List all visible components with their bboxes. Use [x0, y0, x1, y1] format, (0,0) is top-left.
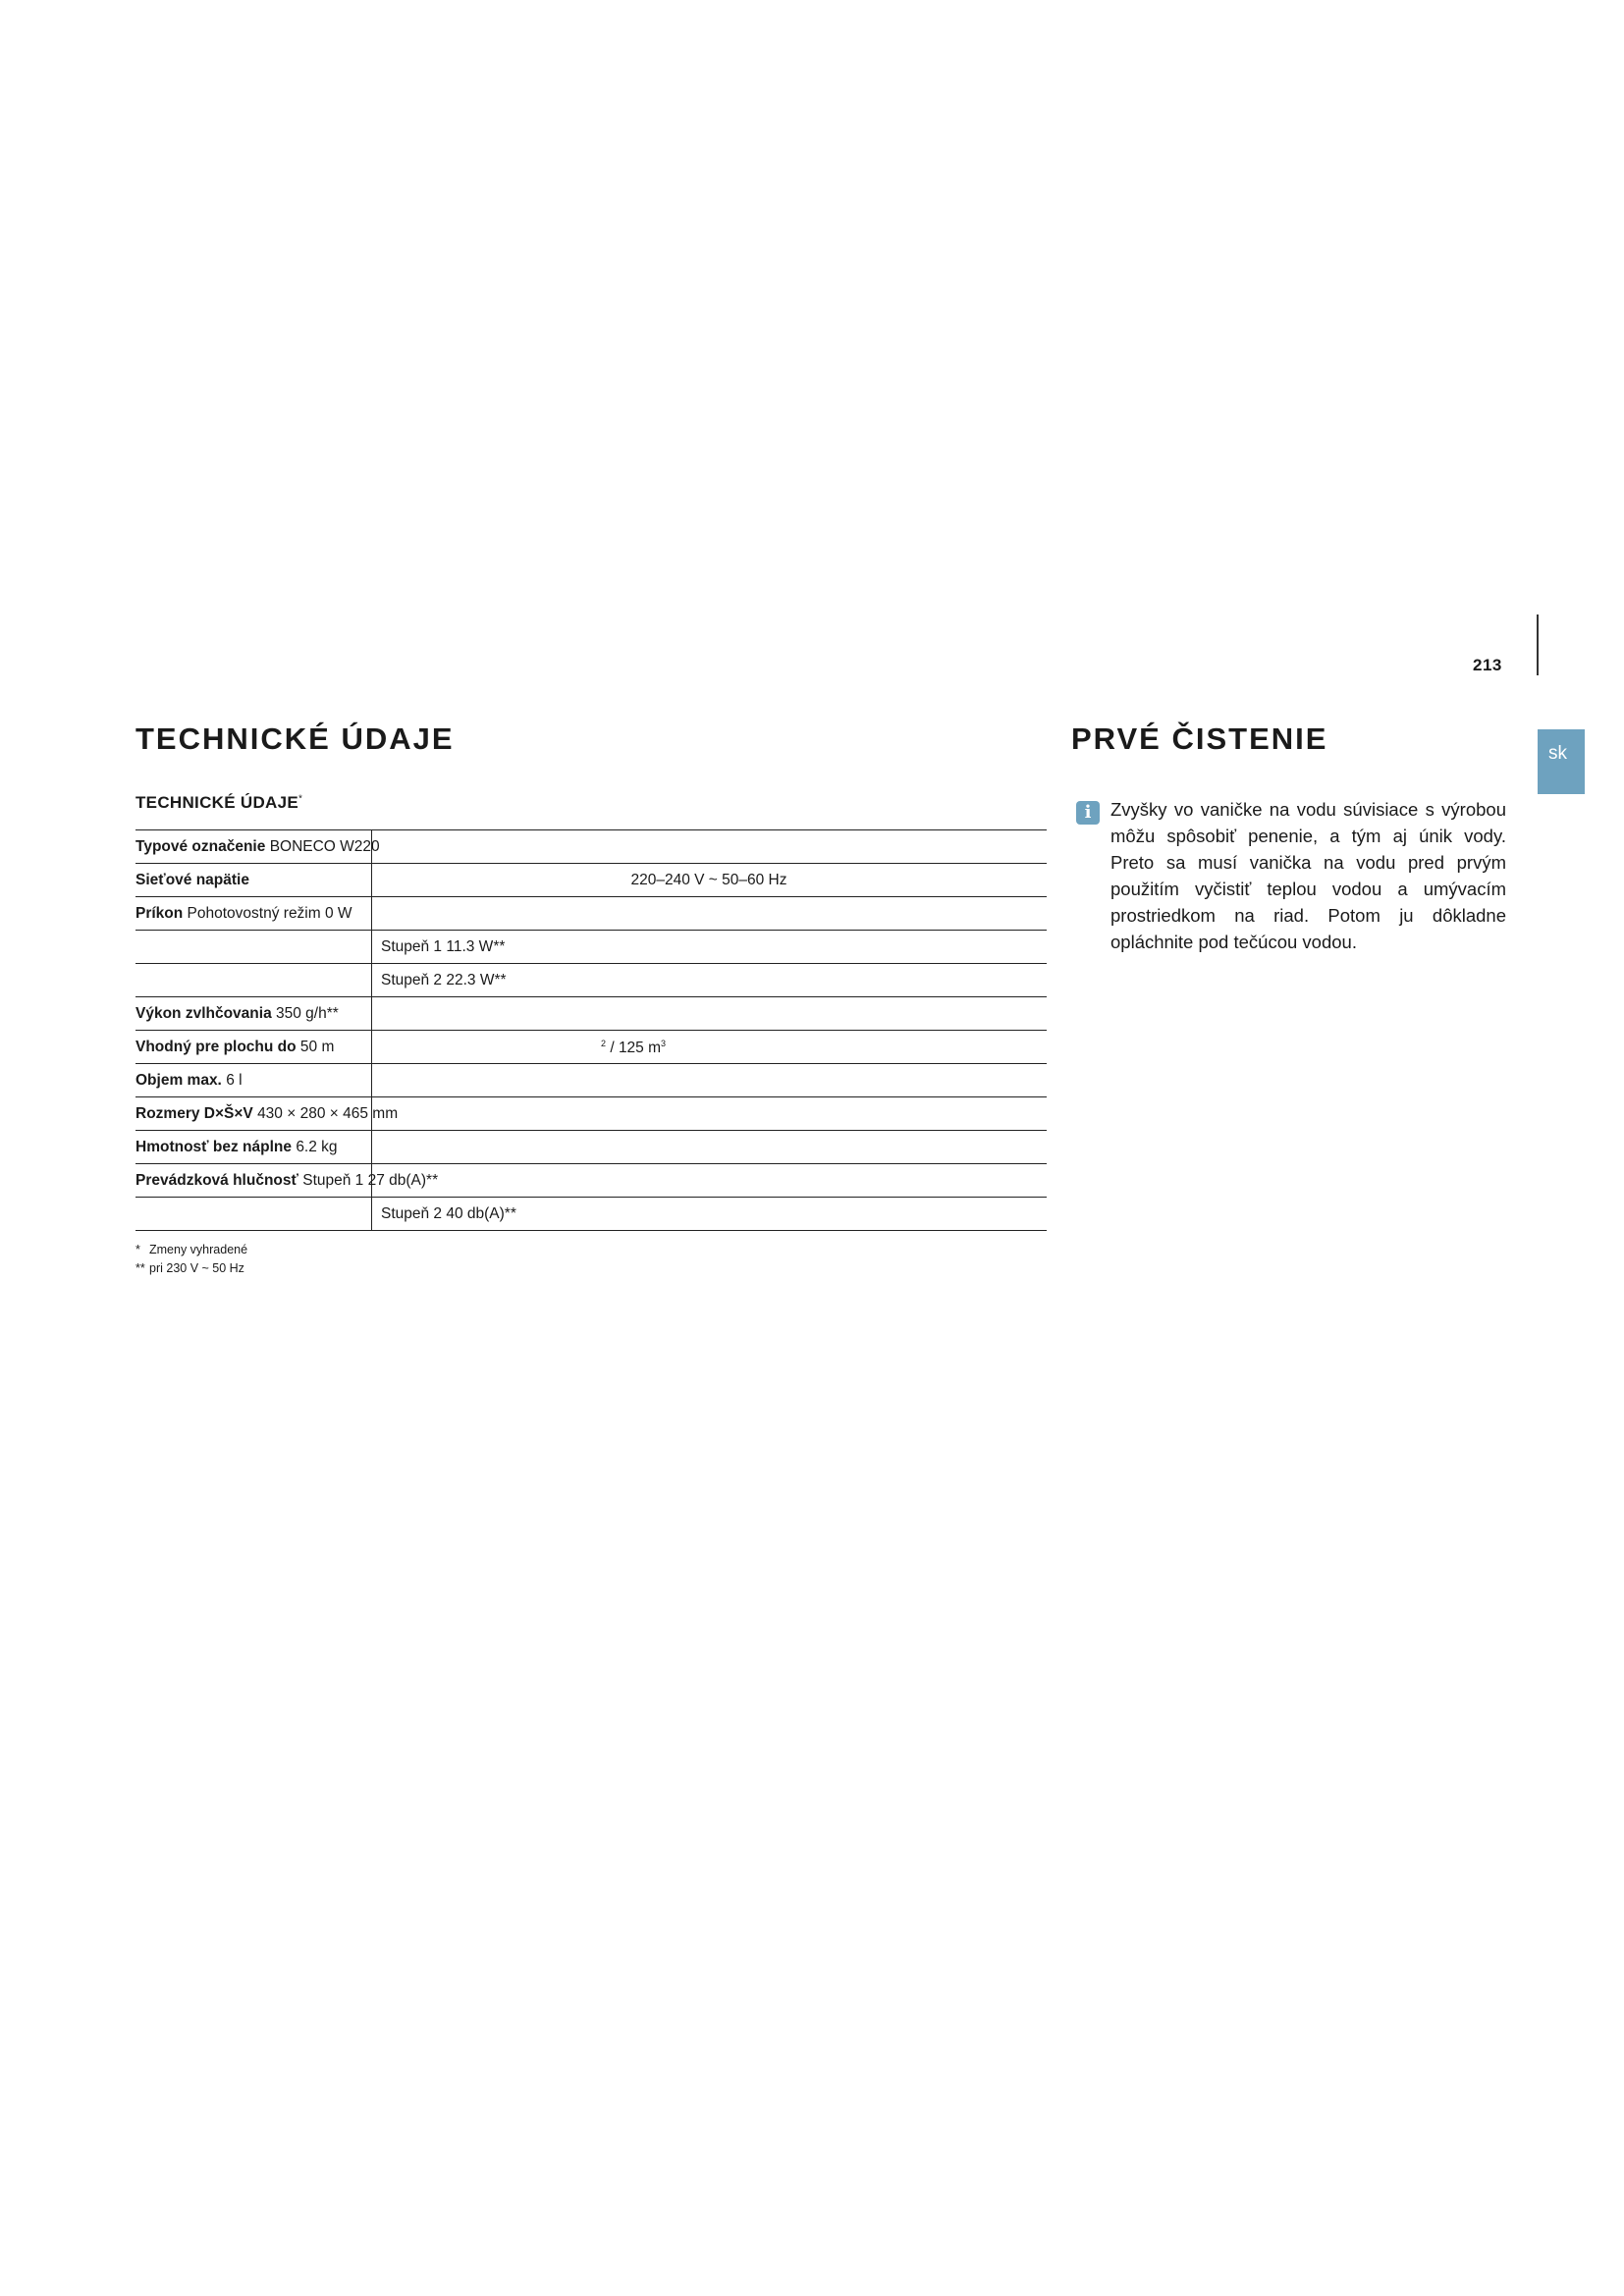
spec-value: 430 × 280 × 465 mm — [257, 1105, 399, 1122]
column-divider — [371, 1131, 372, 1163]
table-row — [135, 863, 1047, 896]
footnote-text: pri 230 V ~ 50 Hz — [149, 1261, 244, 1275]
spec-cell — [135, 1105, 398, 1123]
footnote-text: Zmeny vyhradené — [149, 1243, 248, 1256]
column-divider — [371, 897, 372, 930]
table-row — [135, 1096, 1047, 1130]
spec-cell — [135, 1005, 339, 1023]
spec-label: Typové označenie — [135, 838, 266, 855]
table-row — [135, 1163, 1047, 1197]
column-divider — [371, 1064, 372, 1096]
spec-value: Stupeň 2 40 db(A)** — [381, 1205, 516, 1222]
spec-value-continuation — [601, 1039, 666, 1057]
first-cleaning-heading: PRVÉ ČISTENIE — [1071, 721, 1328, 756]
footnote-mark: ** — [135, 1261, 145, 1275]
superscript: 3 — [661, 1039, 667, 1048]
spec-value: Pohotovostný režim 0 W — [187, 905, 352, 922]
spec-label: Výkon zvlhčovania — [135, 1005, 272, 1022]
table-row — [135, 996, 1047, 1030]
spec-value: Stupeň 1 27 db(A)** — [302, 1172, 439, 1189]
spec-value: BONECO W220 — [269, 838, 380, 855]
subheading-footnote-mark: * — [298, 793, 303, 805]
spec-value: Stupeň 2 22.3 W** — [381, 972, 507, 988]
spec-table — [135, 829, 1047, 1231]
spec-value: 350 g/h** — [276, 1005, 339, 1022]
column-divider — [371, 931, 372, 963]
spec-cell — [135, 1039, 334, 1056]
spec-label: Vhodný pre plochu do — [135, 1039, 297, 1055]
table-row — [135, 1063, 1047, 1096]
spec-value: 6.2 kg — [296, 1139, 338, 1155]
spec-value: 220–240 V ~ 50–60 Hz — [630, 872, 787, 888]
spec-cell — [135, 872, 249, 889]
spec-label: Prevádzková hlučnosť — [135, 1172, 298, 1189]
spec-value: / 125 m — [610, 1040, 662, 1057]
spec-cell — [135, 1139, 338, 1156]
table-row — [135, 930, 1047, 963]
spec-label: Sieťové napätie — [135, 872, 249, 888]
page-number: 213 — [1473, 656, 1502, 674]
table-row — [135, 829, 1047, 863]
technical-data-subheading — [135, 793, 302, 813]
spec-cell — [135, 838, 380, 856]
table-row — [135, 1197, 1047, 1231]
spec-label: Príkon — [135, 905, 184, 922]
footnote — [135, 1261, 244, 1275]
subheading-text: TECHNICKÉ ÚDAJE — [135, 793, 299, 812]
table-row — [135, 1130, 1047, 1163]
table-row — [135, 963, 1047, 996]
table-row — [135, 896, 1047, 930]
info-icon: i — [1076, 801, 1100, 825]
spec-label: Hmotnosť bez náplne — [135, 1139, 292, 1155]
first-cleaning-text: Zvyšky vo vaničke na vodu súvisiace s výrobou môžu spôsobiť penenie, a tým aj únik vody. Preto sa musí vanička na vodu pred prvým použitím vyčistiť teplou vodou a umývacím prostriedkom na riad. Potom ju dôkladne opláchnite pod tečúcou vodou. — [1110, 799, 1506, 952]
table-row — [135, 1030, 1047, 1063]
spec-label: Rozmery D×Š×V — [135, 1105, 253, 1122]
page-vertical-rule — [1537, 614, 1539, 675]
spec-label: Objem max. — [135, 1072, 222, 1089]
column-divider — [371, 997, 372, 1030]
spec-cell — [135, 905, 352, 923]
column-divider — [371, 1198, 372, 1230]
spec-value: Stupeň 1 11.3 W** — [381, 938, 506, 955]
spec-cell — [135, 1072, 243, 1090]
technical-data-heading: TECHNICKÉ ÚDAJE — [135, 721, 455, 756]
language-tab: sk — [1538, 729, 1585, 794]
spec-value: 6 l — [226, 1072, 243, 1089]
footnote — [135, 1243, 247, 1256]
spec-value: 50 m — [299, 1039, 335, 1055]
superscript: 2 — [601, 1039, 607, 1048]
column-divider — [371, 1031, 372, 1063]
column-divider — [371, 964, 372, 996]
footnote-mark: * — [135, 1243, 140, 1256]
spec-cell — [135, 1172, 438, 1190]
